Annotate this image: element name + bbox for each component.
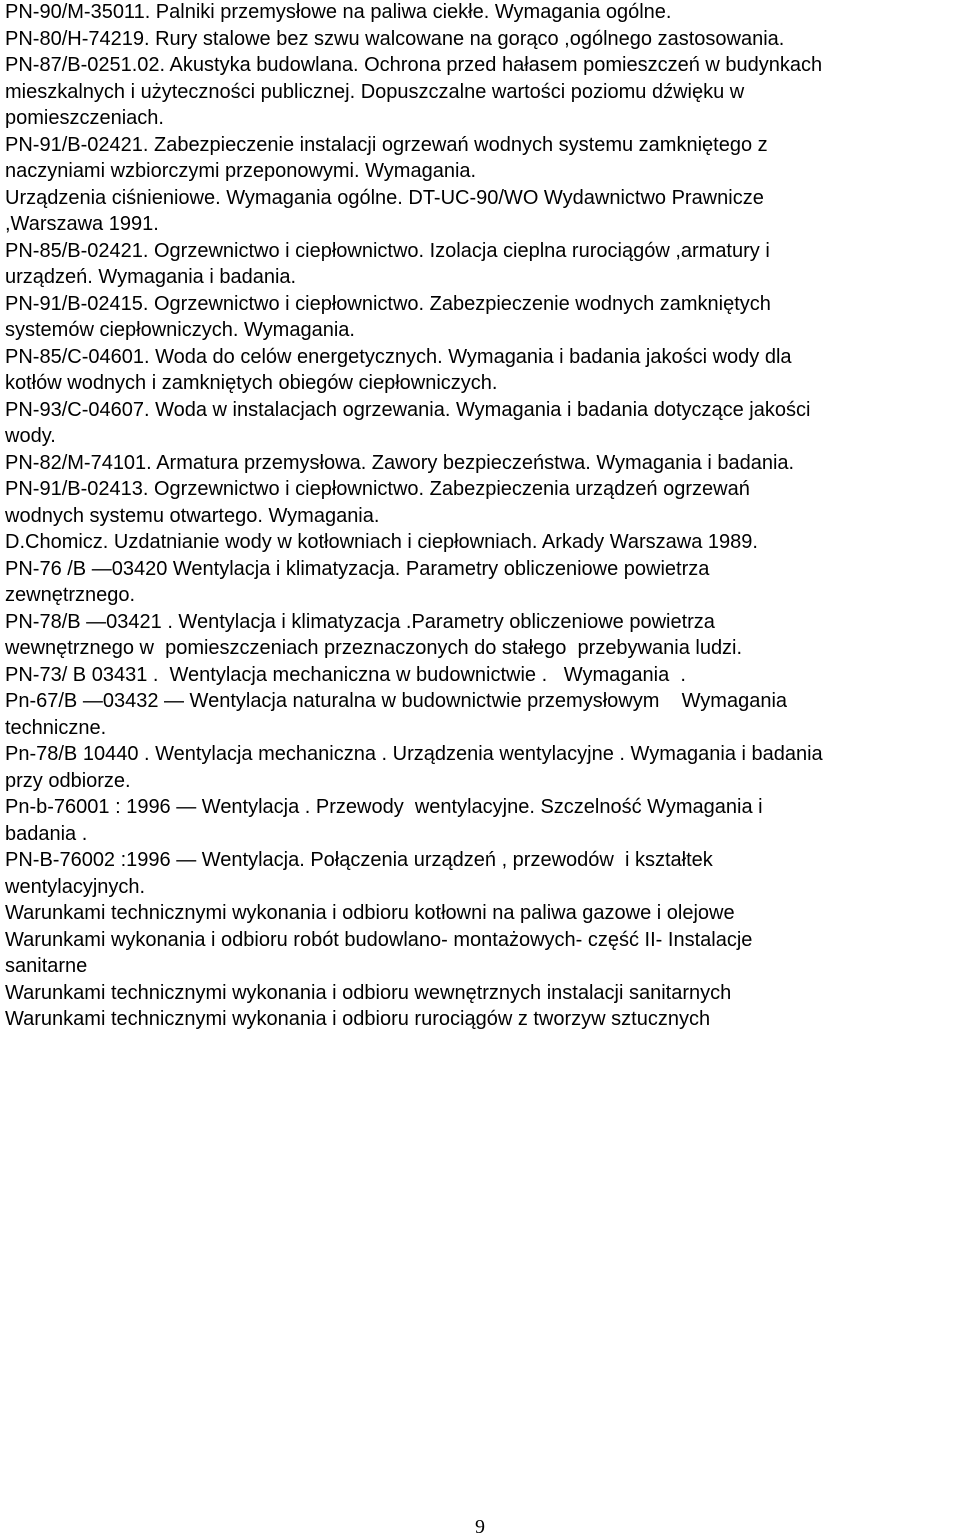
text-line: wody. — [5, 425, 56, 447]
text-line: wewnętrznego w pomieszczeniach przeznaczonych do stałego przebywania ludzi. — [5, 637, 743, 659]
text-line: PN-90/M-35011. Palniki przemysłowe na paliwa ciekłe. Wymagania ogólne. — [5, 1, 672, 23]
text-line: D.Chomicz. Uzdatnianie wody w kotłowniach i ciepłowniach. Arkady Warszawa 1989. — [5, 531, 758, 553]
text-line: PN-87/B-0251.02. Akustyka budowlana. Ochrona przed hałasem pomieszczeń w budynkach — [5, 54, 823, 76]
text-line: Warunkami technicznymi wykonania i odbioru wewnętrznych instalacji sanitarnych — [5, 981, 732, 1004]
text-line: Warunkami technicznymi wykonania i odbioru kotłowni na paliwa gazowe i olejowe — [5, 902, 735, 924]
text-line: przy odbiorze. — [5, 769, 131, 792]
text-line: PN-B-76002 :1996 — Wentylacja. Połączenia urządzeń , przewodów i kształtek — [5, 849, 713, 871]
text-line: PN-93/C-04607. Woda w instalacjach ogrzewania. Wymagania i badania dotyczące jakości — [5, 398, 811, 421]
text-line: PN-82/M-74101. Armatura przemysłowa. Zawory bezpieczeństwa. Wymagania i badania. — [5, 451, 795, 474]
text-line: PN-73/ B 03431 . Wentylacja mechaniczna w budownictwie . Wymagania . — [5, 663, 686, 686]
text-line: mieszkalnych i użyteczności publicznej. Dopuszczalne wartości poziomu dźwięku w — [5, 80, 745, 103]
text-line: pomieszczeniach. — [5, 107, 164, 129]
text-line: wodnych systemu otwartego. Wymagania. — [5, 504, 380, 527]
text-line: urządzeń. Wymagania i badania. — [5, 266, 297, 288]
text-line: PN-91/B-02415. Ogrzewnictwo i ciepłownictwo. Zabezpieczenie wodnych zamkniętych — [5, 292, 771, 315]
text-line: PN-91/B-02413. Ogrzewnictwo i ciepłownictwo. Zabezpieczenia urządzeń ogrzewań — [5, 478, 750, 500]
text-line: Warunkami wykonania i odbioru robót budowlano- montażowych- część II- Instalacje — [5, 928, 753, 951]
text-line: PN-78/B —03421 . Wentylacja i klimatyzacja .Parametry obliczeniowe powietrza — [5, 610, 715, 633]
text-line: PN-76 /B —03420 Wentylacja i klimatyzacja. Parametry obliczeniowe powietrza — [5, 557, 710, 580]
text-line: PN-85/C-04601. Woda do celów energetycznych. Wymagania i badania jakości wody dla — [5, 345, 792, 368]
text-line: PN-91/B-02421. Zabezpieczenie instalacji ogrzewań wodnych systemu zamkniętego z — [5, 133, 768, 156]
text-line: PN-80/H-74219. Rury stalowe bez szwu walcowane na gorąco ,ogólnego zastosowania. — [5, 27, 785, 50]
document-body — [5, 0, 960, 1033]
text-line: Warunkami technicznymi wykonania i odbioru rurociągów z tworzyw sztucznych — [5, 1008, 711, 1030]
text-line: techniczne. — [5, 716, 107, 739]
text-line: sanitarne — [5, 955, 88, 977]
text-line: badania . — [5, 822, 88, 845]
text-line: kotłów wodnych i zamkniętych obiegów ciepłowniczych. — [5, 372, 498, 394]
text-line: naczyniami wzbiorczymi przeponowymi. Wymagania. — [5, 160, 477, 182]
text-line: Pn-78/B 10440 . Wentylacja mechaniczna . Urządzenia wentylacyjne . Wymagania i badania — [5, 743, 823, 765]
text-line: ,Warszawa 1991. — [5, 213, 159, 235]
text-line: systemów ciepłowniczych. Wymagania. — [5, 319, 355, 341]
text-line: wentylacyjnych. — [5, 875, 146, 898]
text-line: Pn-b-76001 : 1996 — Wentylacja . Przewody wentylacyjne. Szczelność Wymagania i — [5, 796, 763, 818]
text-line: Pn-67/B —03432 — Wentylacja naturalna w budownictwie przemysłowym Wymagania — [5, 690, 788, 712]
text-line: PN-85/B-02421. Ogrzewnictwo i ciepłownictwo. Izolacja cieplna rurociągów ,armatury i — [5, 239, 770, 262]
text-line: zewnętrznego. — [5, 584, 136, 606]
page-number: 9 — [475, 1516, 485, 1538]
text-line: Urządzenia ciśnieniowe. Wymagania ogólne. DT-UC-90/WO Wydawnictwo Prawnicze — [5, 186, 764, 209]
